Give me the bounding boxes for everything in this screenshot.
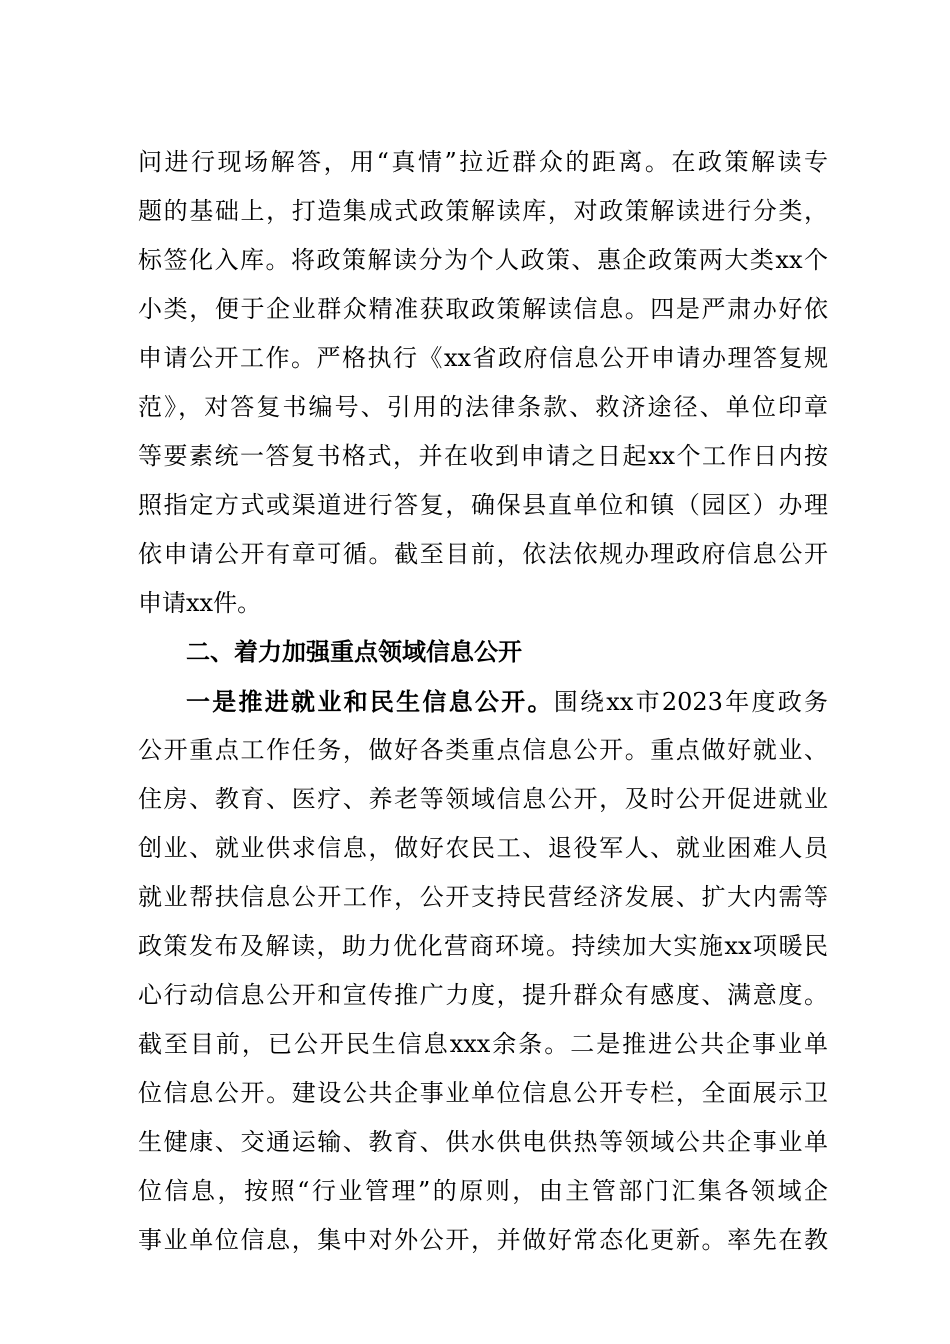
text-line: 截至目前，已公开民生信息xxx余条。二是推进公共企事业单	[138, 1030, 828, 1058]
text-line: 申请xx件。	[138, 589, 262, 617]
text-line: 依申请公开有章可循。截至目前，依法依规办理政府信息公开	[138, 540, 828, 568]
section-heading: 二、着力加强重点领域信息公开	[186, 638, 522, 666]
text-line: 范》，对答复书编号、引用的法律条款、救济途径、单位印章	[138, 393, 828, 421]
text-line: 就业帮扶信息公开工作，公开支持民营经济发展、扩大内需等	[138, 883, 828, 911]
text-line: 小类，便于企业群众精准获取政策解读信息。四是严肃办好依	[138, 295, 828, 323]
text-line: 申请公开工作。严格执行《xx省政府信息公开申请办理答复规	[138, 344, 828, 372]
text-line: 位信息公开。建设公共企事业单位信息公开专栏，全面展示卫	[138, 1079, 828, 1107]
text-line: 公开重点工作任务，做好各类重点信息公开。重点做好就业、	[138, 736, 828, 764]
text-line: 住房、教育、医疗、养老等领域信息公开，及时公开促进就业	[138, 785, 828, 813]
text-line: 问进行现场解答，用“真情”拉近群众的距离。在政策解读专	[138, 148, 828, 176]
text-line: 题的基础上，打造集成式政策解读库，对政策解读进行分类，	[138, 197, 828, 225]
paragraph-first-rest: 围绕xx市2023年度政务	[553, 688, 828, 716]
text-line: 生健康、交通运输、教育、供水供电供热等领域公共企事业单	[138, 1128, 828, 1156]
text-line: 照指定方式或渠道进行答复，确保县直单位和镇（园区）办理	[138, 491, 828, 519]
text-line: 事业单位信息，集中对外公开，并做好常态化更新。率先在教	[138, 1226, 828, 1254]
text-line: 等要素统一答复书格式，并在收到申请之日起xx个工作日内按	[138, 442, 828, 470]
text-line: 心行动信息公开和宣传推广力度，提升群众有感度、满意度。	[138, 981, 828, 1009]
paragraph-first-line	[138, 677, 828, 726]
text-line: 位信息，按照“行业管理”的原则，由主管部门汇集各领域企	[138, 1177, 828, 1205]
text-line: 政策发布及解读，助力优化营商环境。持续加大实施xx项暖民	[138, 932, 828, 960]
paragraph-lead: 一是推进就业和民生信息公开。	[186, 687, 554, 716]
document-body	[138, 138, 828, 1265]
text-line: 创业、就业供求信息，做好农民工、退役军人、就业困难人员	[138, 834, 828, 862]
text-line: 标签化入库。将政策解读分为个人政策、惠企政策两大类xx个	[138, 246, 828, 274]
